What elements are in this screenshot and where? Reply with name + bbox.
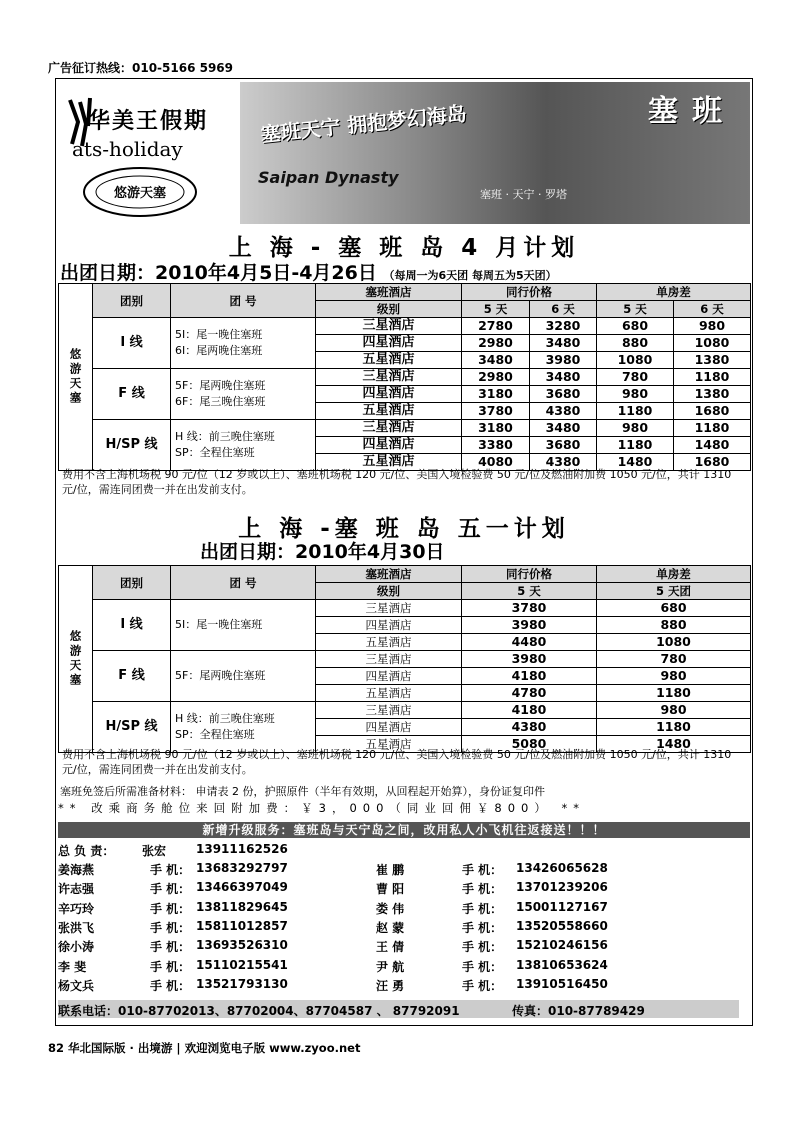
header-row [59,566,751,583]
banner [58,82,750,224]
contact-label: 手 机： [462,901,503,916]
fax-number: 传真：010-87789429 [512,1004,645,1018]
contact-name: 李 斐 [58,959,87,974]
hotel-level: 三星酒店 [316,420,462,437]
header-days: 5 天 [462,301,530,318]
contact-label: 手 机： [150,882,191,897]
price-cell: 1480 [674,437,751,454]
contact-label: 手 机： [150,920,191,935]
hotel-level: 五星酒店 [316,736,462,753]
line-code: 5F：尾两晚住塞班 [175,669,266,682]
contact-label: 手 机： [462,920,503,935]
contact-label: 手 机： [462,863,503,877]
group-label: 悠游天塞 [59,566,93,753]
price-cell: 980 [597,702,751,719]
contact-phone-number: 13426065628 [516,861,608,875]
price-cell: 3780 [462,403,530,420]
price-cell: 4180 [462,668,597,685]
contact-name: 崔 鹏 [376,863,405,877]
photo-title: 塞班天宁 拥抱梦幻海岛 [259,101,468,147]
header-row [59,284,751,301]
price-cell: 4780 [462,685,597,702]
line-name: F 线 [93,651,171,702]
header-group: 团别 [93,566,171,600]
contact-name: 赵 蒙 [376,920,405,935]
price-cell: 3980 [462,617,597,634]
hotel-level: 三星酒店 [316,369,462,386]
header-days: 5 天团 [597,583,751,600]
price-cell: 3380 [462,437,530,454]
table-row [59,369,751,386]
contact-label: 手 机： [462,940,503,955]
contact-name: 曹 阳 [376,882,405,897]
contact-label: 手 机： [150,978,191,993]
contact-phone-number: 13466397049 [196,880,288,895]
contact-phone-number: 13910516450 [516,976,608,991]
price-cell: 1180 [597,685,751,702]
contact-name: 姜海燕 [58,863,95,877]
line-code: H 线：前三晚住塞班 [175,712,275,725]
contact-label: 手 机： [150,940,191,955]
contact-phone-number: 15001127167 [516,899,608,914]
price-cell: 4380 [462,719,597,736]
may-price-table [58,565,751,753]
price-cell: 1380 [674,352,751,369]
contact-name: 辛巧玲 [58,901,95,916]
hotel-level: 四星酒店 [316,335,462,352]
contact-name: 汪 勇 [376,978,405,993]
header-level: 级别 [316,301,462,318]
price-cell: 5080 [462,736,597,753]
april-date-note: （每周一为6天团 每周五为5天团） [383,269,557,282]
contact-name: 张洪飞 [58,920,95,935]
header-hotel: 塞班酒店 [316,284,462,301]
header-price: 同行价格 [462,284,597,301]
line-codes [171,369,316,420]
header-single: 单房差 [597,566,751,583]
header-days: 5 天 [597,301,674,318]
april-price-table [58,283,751,471]
price-cell: 3480 [462,352,530,369]
line-name: F 线 [93,369,171,420]
price-cell: 680 [597,318,674,335]
may-fee-note: 费用不含上海机场税 90 元/位（12 岁或以上）、塞班机场税 120 元/位、美国入境检验费 50 元/位及燃油附加费 1050 元/位，共计 1310 元/位，需连同团费一并在出发前支付。 [62,748,732,776]
contact-phone-number: 15210246156 [516,938,608,953]
contact-phone-number: 13701239206 [516,880,608,895]
price-cell: 3280 [530,318,597,335]
table-row [59,600,751,617]
hotel-level: 四星酒店 [316,617,462,634]
april-plan-date [60,258,557,285]
manager-name: 张宏 [142,844,167,858]
line-codes [171,702,316,753]
manager-phone: 13911162526 [196,842,288,856]
contact-phone-number: 13693526310 [196,938,288,953]
line-name: H/SP 线 [93,420,171,471]
price-cell: 980 [597,668,751,685]
manager-label: 总 负 责： [58,844,115,858]
table-row [59,318,751,335]
header-days: 6 天 [530,301,597,318]
table-row [59,702,751,719]
price-cell: 4180 [462,702,597,719]
contact-name: 王 倩 [376,940,405,955]
contact-label: 手 机： [462,882,503,897]
header-single: 单房差 [597,284,751,301]
visa-requirements: 塞班免签后所需准备材料： 申请表 2 份，护照原件（半年有效期，从回程起开始算），身份证复印件 [60,785,545,798]
price-cell: 2980 [462,335,530,352]
price-cell: 3680 [530,437,597,454]
price-cell: 4080 [462,454,530,471]
price-cell: 880 [597,335,674,352]
price-cell: 3980 [530,352,597,369]
price-cell: 3680 [530,386,597,403]
price-cell: 1680 [674,403,751,420]
hotel-level: 五星酒店 [316,634,462,651]
seal-text: 悠游天塞 [114,186,167,201]
price-cell: 1180 [597,403,674,420]
header-hotel: 塞班酒店 [316,566,462,583]
hotel-level: 三星酒店 [316,702,462,719]
header-code: 团 号 [171,284,316,318]
price-cell: 780 [597,651,751,668]
price-cell: 1180 [674,369,751,386]
hotel-level: 三星酒店 [316,600,462,617]
hotel-level: 三星酒店 [316,318,462,335]
contact-name: 尹 航 [376,959,405,974]
header-days: 6 天 [674,301,751,318]
line-codes [171,651,316,702]
contact-phone-number: 13521793130 [196,976,288,991]
price-cell: 1080 [597,634,751,651]
line-codes [171,318,316,369]
price-cell: 3780 [462,600,597,617]
contact-phone-number: 13811829645 [196,899,288,914]
price-cell: 1180 [674,420,751,437]
price-cell: 1180 [597,437,674,454]
price-cell: 1480 [597,736,751,753]
business-class-fee: ** 改乘商务舱位来回附加费：￥3，000（同业回佣￥800） ** [58,801,586,815]
price-cell: 980 [597,420,674,437]
banner-photo [240,82,750,224]
line-name: I 线 [93,600,171,651]
table-row [59,420,751,437]
photo-brand: 塞班 [648,94,736,129]
line-name: H/SP 线 [93,702,171,753]
price-cell: 4480 [462,634,597,651]
contact-name: 杨文兵 [58,978,95,993]
contact-label: 手 机： [150,959,191,974]
line-code: 6F：尾三晚住塞班 [175,395,266,408]
header-code: 团 号 [171,566,316,600]
price-cell: 4380 [530,454,597,471]
price-cell: 3480 [530,335,597,352]
line-code: 5F：尾两晚住塞班 [175,379,266,392]
line-codes [171,600,316,651]
contact-phone-number: 13683292797 [196,861,288,875]
price-cell: 1680 [674,454,751,471]
april-plan-title: 上 海 - 塞 班 岛 4 月计划 [228,235,580,261]
photo-subtitle: 塞班 · 天宁 · 罗塔 [480,188,567,201]
hotel-level: 四星酒店 [316,437,462,454]
line-codes [171,420,316,471]
hotel-level: 四星酒店 [316,386,462,403]
hotel-level: 五星酒店 [316,685,462,702]
price-cell: 3180 [462,420,530,437]
price-cell: 1080 [597,352,674,369]
price-cell: 3480 [530,369,597,386]
price-cell: 680 [597,600,751,617]
line-code: SP：全程住塞班 [175,446,255,459]
hotel-level: 四星酒店 [316,719,462,736]
header-level: 级别 [316,583,462,600]
line-code: SP：全程住塞班 [175,728,255,741]
price-cell: 2980 [462,369,530,386]
price-cell: 3180 [462,386,530,403]
contact-label: 手 机： [150,863,191,877]
contact-name: 徐小涛 [58,940,95,955]
line-code: 5I：尾一晚住塞班 [175,328,263,341]
may-plan-title: 上 海 -塞 班 岛 五一计划 [238,516,570,542]
contact-label: 手 机： [462,978,503,993]
logo-chinese: 华美王假期 [88,108,209,134]
table-row [59,651,751,668]
contact-phone-number: 15811012857 [196,918,288,933]
contact-name: 许志强 [58,882,95,897]
photo-caption: Saipan Dynasty [258,168,399,187]
contact-label: 手 机： [462,959,503,974]
price-cell: 1480 [597,454,674,471]
price-cell: 980 [597,386,674,403]
price-cell: 980 [674,318,751,335]
hotel-level: 五星酒店 [316,403,462,420]
line-code: H 线：前三晚住塞班 [175,430,275,443]
price-cell: 1180 [597,719,751,736]
price-cell: 3980 [462,651,597,668]
contact-phone-number: 15110215541 [196,957,288,972]
header-group: 团别 [93,284,171,318]
line-code: 6I：尾两晚住塞班 [175,344,263,357]
logo-area [58,82,240,224]
header-days: 5 天 [462,583,597,600]
line-name: I 线 [93,318,171,369]
page-footer: 82 华北国际版 · 出境游 | 欢迎浏览电子版 www.zyoo.net [48,1041,361,1055]
hotel-level: 五星酒店 [316,352,462,369]
hotel-level: 四星酒店 [316,668,462,685]
price-cell: 780 [597,369,674,386]
header-price: 同行价格 [462,566,597,583]
group-label: 悠游天塞 [59,284,93,471]
upgrade-banner: 新增升级服务：塞班岛与天宁岛之间，改用私人小飞机往返接送！！！ [58,822,750,838]
price-cell: 3480 [530,420,597,437]
contact-phone: 联系电话：010-87702013、87702004、87704587 、 87792091 [58,1004,460,1018]
price-cell: 4380 [530,403,597,420]
price-cell: 1080 [674,335,751,352]
april-fee-note: 费用不含上海机场税 90 元/位（12 岁或以上）、塞班机场税 120 元/位、美国入境检验费 50 元/位及燃油附加费 1050 元/位，共计 1310 元/位，需连同团费一并在出发前支付。 [62,468,732,496]
logo-english: ats-holiday [72,137,183,161]
price-cell: 880 [597,617,751,634]
price-cell: 2780 [462,318,530,335]
april-date-text: 出团日期：2010年4月5日-4月26日 [60,262,377,284]
contact-phone-number: 13520558660 [516,918,608,933]
hotel-level: 三星酒店 [316,651,462,668]
price-cell: 1380 [674,386,751,403]
hotel-level: 五星酒店 [316,454,462,471]
contact-name: 娄 伟 [376,901,405,916]
line-code: 5I：尾一晚住塞班 [175,618,263,631]
may-plan-date: 出团日期：2010年4月30日 [200,541,445,563]
contact-phone-number: 13810653624 [516,957,608,972]
ad-hotline: 广告征订热线：010-5166 5969 [48,61,234,75]
contact-label: 手 机： [150,901,191,916]
